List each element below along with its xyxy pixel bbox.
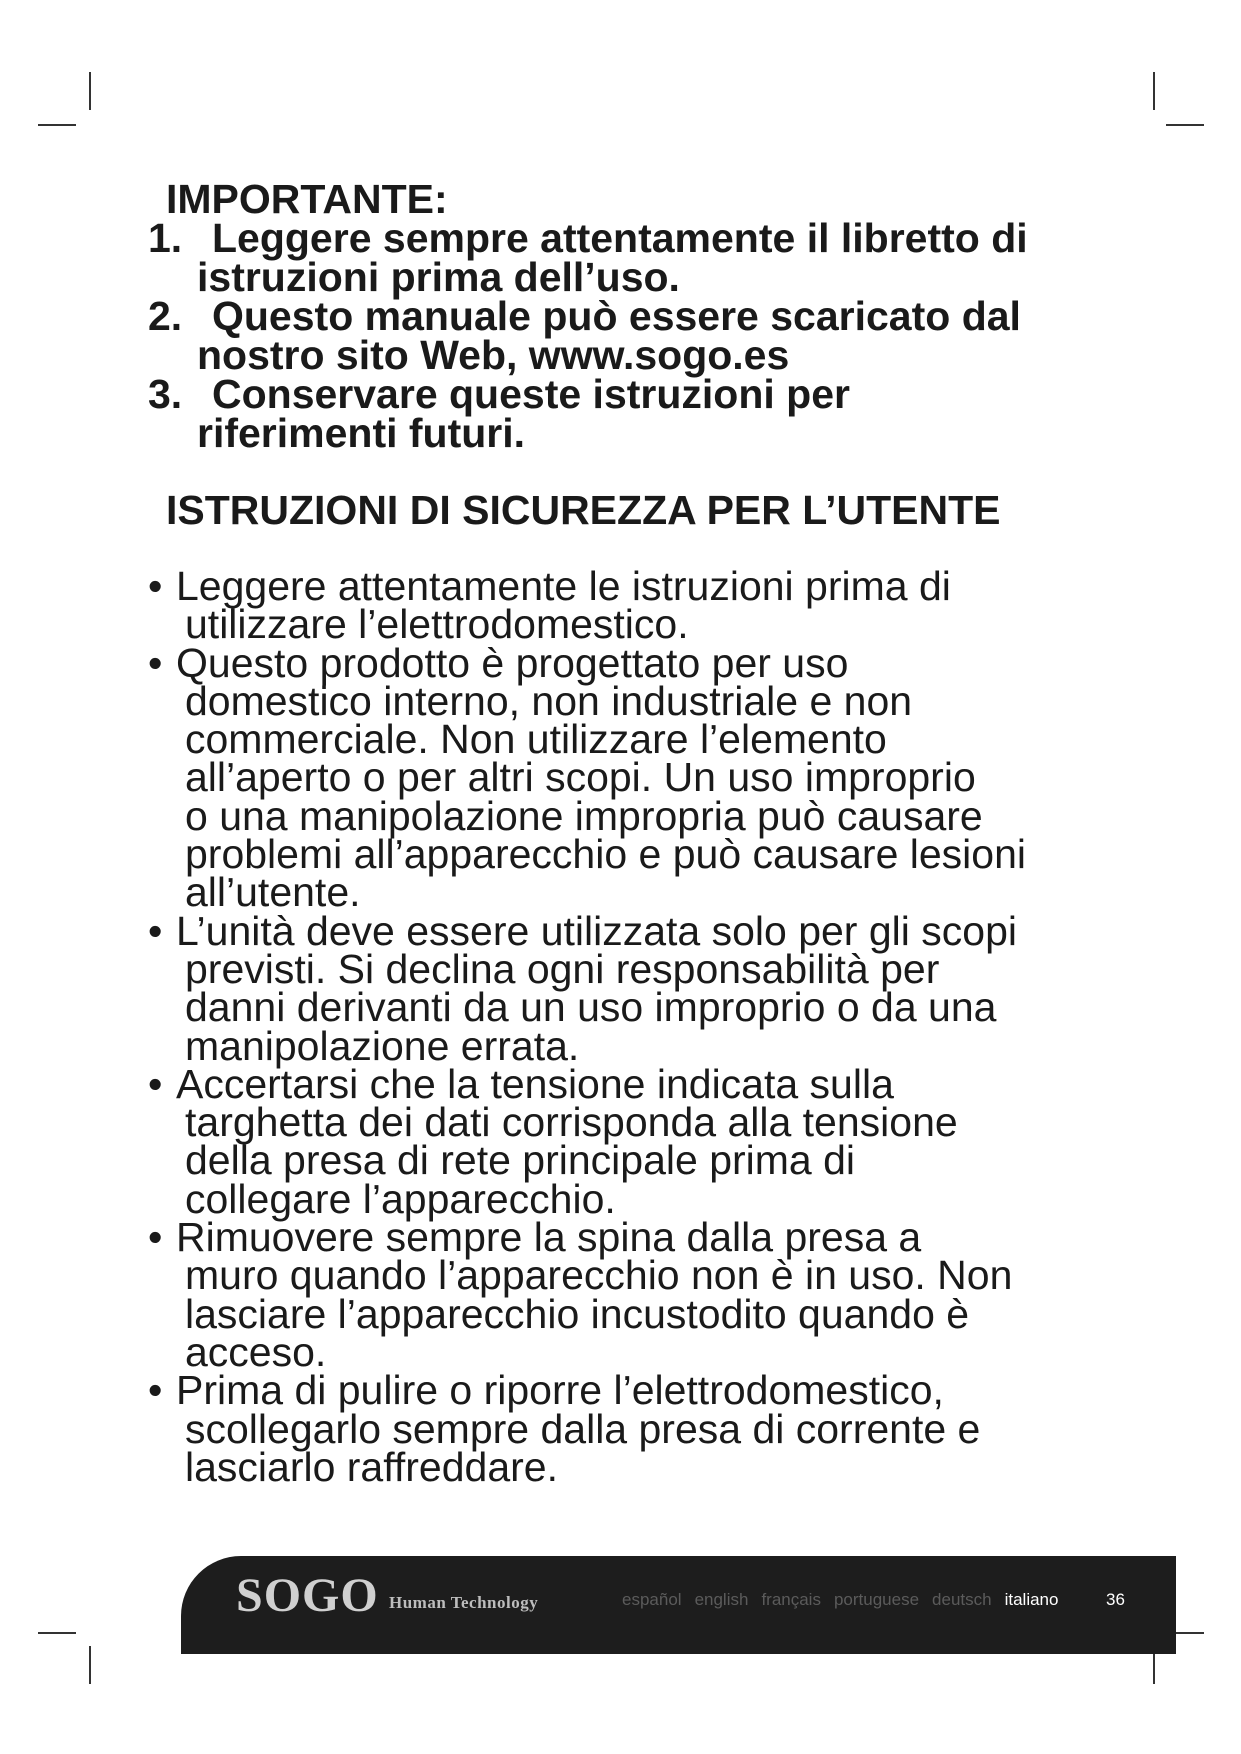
item-text: Conservare queste istruzioni per (212, 371, 850, 417)
item-text-continued: all’utente. (185, 869, 361, 916)
item-text-continued: problemi all’apparecchio e può causare lesioni (185, 831, 1027, 878)
item-text-continued: previsti. Si declina ogni responsabilità per (185, 945, 940, 992)
item-text: Questo prodotto è progettato per uso (176, 639, 849, 686)
item-text: Questo manuale può essere scaricato dal (212, 293, 1021, 339)
item-text-continued: acceso. (185, 1328, 327, 1375)
language-francais: français (761, 1590, 821, 1609)
item-text-continued: istruzioni prima dell’uso. (197, 254, 680, 300)
item-text-continued: utilizzare l’elettrodomestico. (185, 601, 689, 648)
item-text-continued: lasciare l’apparecchio incustodito quando è (185, 1290, 970, 1337)
item-text: L’unità deve essere utilizzata solo per gli scopi (176, 907, 1017, 954)
item-text-continued: commerciale. Non utilizzare l’elemento (185, 716, 887, 763)
language-english: english (694, 1590, 749, 1609)
bullet-icon: • (148, 563, 163, 609)
list-item (148, 639, 1108, 916)
crop-mark (38, 1632, 76, 1634)
crop-mark (89, 1646, 91, 1684)
item-text-continued: manipolazione errata. (185, 1022, 580, 1069)
brand-logo: SOGO (236, 1569, 379, 1622)
list-item (148, 371, 1108, 456)
list-item (148, 1367, 1108, 1490)
list-item (148, 293, 1108, 378)
crop-mark (1153, 72, 1155, 110)
brand-tagline: Human Technology (389, 1593, 539, 1612)
item-text-continued: scollegarlo sempre dalla presa di corrente e (185, 1405, 981, 1452)
crop-mark (38, 124, 76, 126)
item-text-continued: riferimenti futuri. (197, 410, 526, 456)
language-portuguese: portuguese (833, 1590, 920, 1609)
item-number: 1. (148, 215, 183, 261)
item-text: Rimuovere sempre la spina dalla presa a (176, 1214, 922, 1261)
item-text: Prima di pulire o riporre l’elettrodomestico, (176, 1367, 944, 1414)
item-text-continued: collegare l’apparecchio. (185, 1175, 616, 1222)
list-item (148, 907, 1108, 1069)
item-number: 3. (148, 371, 183, 417)
language-list (622, 1590, 1071, 1610)
item-text-continued: domestico interno, non industriale e non (185, 677, 913, 724)
item-text: Leggere attentamente le istruzioni prima di (176, 563, 951, 609)
list-item (148, 1214, 1108, 1375)
item-text-continued: all’aperto o per altri scopi. Un uso improprio (185, 754, 976, 801)
safety-heading: ISTRUZIONI DI SICUREZZA PER L’UTENTE (166, 487, 1001, 533)
language-espanol: español (622, 1590, 682, 1609)
language-deutsch: deutsch (932, 1590, 992, 1609)
page-number: 36 (1106, 1590, 1125, 1609)
bullet-icon: • (148, 639, 163, 686)
bullet-icon: • (148, 1367, 163, 1414)
item-text-continued: o una manipolazione impropria può causare (185, 792, 983, 839)
safety-list (148, 563, 1108, 1490)
list-item (148, 215, 1108, 300)
item-text-continued: lasciarlo raffreddare. (185, 1443, 558, 1490)
crop-mark (89, 72, 91, 110)
item-text-continued: targhetta dei dati corrisponda alla tensione (185, 1099, 958, 1146)
item-text-continued: della presa di rete principale prima di (185, 1137, 856, 1184)
bullet-icon: • (148, 907, 163, 954)
important-heading: IMPORTANTE: (166, 176, 448, 222)
item-text-continued: danni derivanti da un uso improprio o da una (185, 984, 997, 1031)
item-text: Leggere sempre attentamente il libretto di (212, 215, 1028, 261)
important-list (148, 215, 1108, 456)
crop-mark (1166, 124, 1204, 126)
language-italiano: italiano (1004, 1590, 1059, 1609)
item-text-continued: muro quando l’apparecchio non è in uso. Non (185, 1252, 1013, 1299)
bullet-icon: • (148, 1060, 163, 1107)
item-number: 2. (148, 293, 183, 339)
item-text-continued: nostro sito Web, www.sogo.es (197, 332, 790, 378)
bullet-icon: • (148, 1214, 163, 1261)
list-item (148, 1060, 1108, 1222)
list-item (148, 563, 1108, 648)
item-text: Accertarsi che la tensione indicata sulla (176, 1060, 894, 1107)
